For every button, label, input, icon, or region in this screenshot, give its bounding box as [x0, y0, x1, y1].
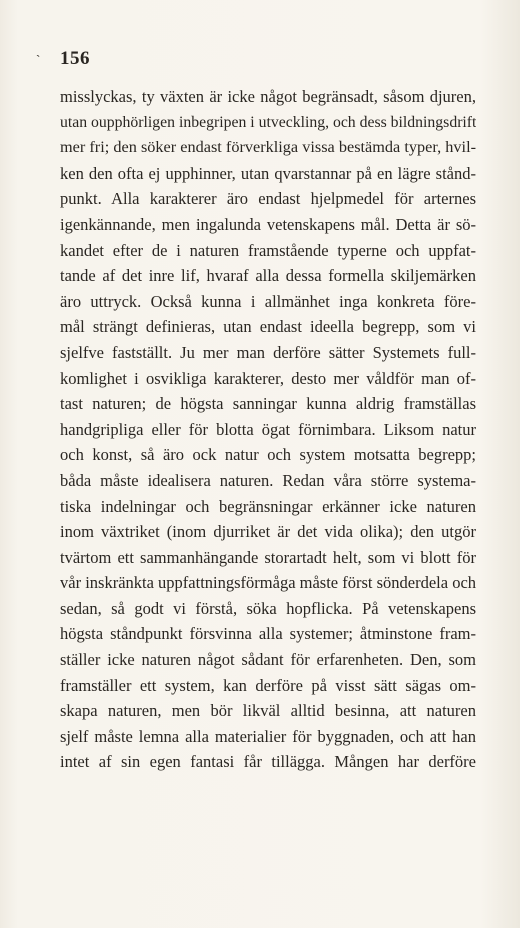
- text-line: handgripliga eller för blotta ögat förnimbara. Liksom natur: [60, 419, 476, 439]
- text-line: framställer ett system, kan derföre på visst sätt sägas om-: [60, 675, 476, 695]
- body-text: [60, 84, 476, 775]
- text-line: igenkännande, men ingalunda vetenskapens mål. Detta är sö-: [60, 214, 476, 234]
- text-line: intet af sin egen fantasi får tillägga. Mången har derföre: [60, 752, 476, 772]
- text-line: komlighet i osvikliga karakterer, desto mer våldför man of-: [60, 368, 476, 388]
- text-line: vår inskränkta uppfattningsförmåga måste först sönderdela och: [60, 573, 476, 593]
- text-line: misslyckas, ty växten är icke något begränsadt, såsom djuren,: [60, 87, 476, 106]
- text-line: tande af det inre lif, hvaraf alla dessa formella skiljemärken: [60, 266, 476, 286]
- text-line: sedan, så godt vi förstå, söka hopflicka. På vetenskapens: [60, 598, 476, 618]
- text-line: tvärtom ett sammanhängande storartadt helt, som vi blott för: [60, 547, 476, 567]
- text-line: och konst, så äro ock natur och system motsatta begrepp;: [60, 445, 476, 465]
- margin-mark: `: [36, 52, 41, 67]
- text-line: ställer icke naturen något sådant för erfarenheten. Den, som: [60, 650, 476, 670]
- text-line: sjelfve fastställt. Ju mer man derföre sätter Systemets full-: [60, 342, 476, 362]
- text-line: punkt. Alla karakterer äro endast hjelpmedel för arternes: [60, 189, 476, 209]
- text-line: tiska indelningar och begränsningar erkänner icke naturen: [60, 496, 476, 516]
- text-line: sjelf måste lemna alla materialier för byggnaden, och att han: [60, 726, 476, 746]
- text-line: båda måste idealisera naturen. Redan våra större systema-: [60, 470, 476, 490]
- text-line: skapa naturen, men bör likväl alltid besinna, att naturen: [60, 701, 476, 721]
- text-line: inom växtriket (inom djurriket är det vida olika); den utgör: [60, 522, 476, 542]
- text-line: tast naturen; de högsta sanningar kunna aldrig framställas: [60, 394, 476, 414]
- text-line: mål strängt definieras, utan endast ideella begrepp, som vi: [60, 317, 476, 337]
- text-line: mer fri; den söker endast förverkliga vissa bestämda typer, hvil-: [60, 138, 476, 157]
- text-line: utan oupphörligen inbegripen i utveckling, och dess bildningsdrift: [60, 113, 476, 131]
- text-line: äro uttryck. Också kunna i allmänhet inga konkreta före-: [60, 291, 476, 311]
- text-line: ken den ofta ej upphinner, utan qvarstannar på en lägre stånd-: [60, 163, 476, 183]
- text-line: högsta ståndpunkt försvinna alla systemer; åtminstone fram-: [60, 624, 476, 644]
- text-line: kandet efter de i naturen framstående typerne och uppfat-: [60, 240, 476, 260]
- page-number: 156: [60, 48, 90, 69]
